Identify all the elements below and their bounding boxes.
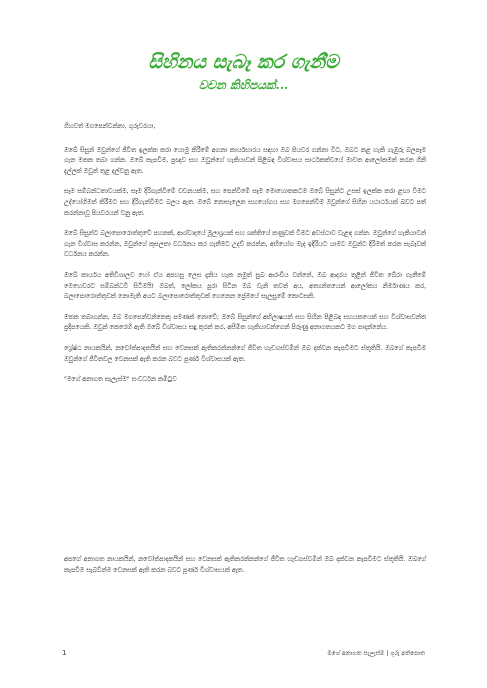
footer-title: මගේ අනාගත සැලැස්ම | ගුරු අත්පොත <box>327 650 425 657</box>
body-paragraph-3: ඔබේ සිසුන්ට බලාපොරොත්තුවේ පහනක්, ආශ්වාදයේ මූලාශ්‍රයක් සහ ශක්තියේ කණුවක් වීමට අවස්ථාව වැළඳ ගන්න. ඔවුන්ගේ හැකියාවන් ගැන විශ්වාස කරන්න, ඔවුන්ගේ කුසලතා වර්ධනය කර ගැනීමට උදව් කරන්න, අභියෝග මැද ඉදිරියට යාමට ඔවුන්ට දිරිමත් කරන සැබෑවක් වර්ධනය කරන්න. <box>64 230 426 259</box>
body-paragraph-5: මතක තබාගන්න, ඔබ මගපෙන්වන්නෙකු පමණක් නොවේ; ඔබේ සිසුන්ගේ අභිලාෂයන් සහ සිහින පිළිබඳ සහයකයෙක් සහ විශ්වාසවන්ත ප්‍රදීපයෙකි. ඔවුන් කෙරෙහි ඇති ඔබේ විශ්වාසය සඳු තුරන් කර, අසීමිත හැකියාවන්ගෙන් පිරුණු අනාගතයකට මග පාදන්නේය. <box>64 313 426 332</box>
body-paragraph-6: ශ්‍රේෂ්ඨ නායකයින්, නවෝත්පාදකයින් සහ වෙනසක් ඇතිකරන්නන්ගේ ජීවිත හැඩගස්වමින් ඔබ දක්වන කැපවීමට ස්තූතියි. ඔබගේ කැපවීම ඔවුන්ගේ ජීවිතවල වෙනසක් ඇති කරන බවට පූර්ණ විශ්වාසයක් ඇත. <box>64 344 426 363</box>
body-paragraph-2: සෑම සම්බන්ධතාවයක්ම, සෑම දිරිගැන්වීමේ වචනයක්ම, සහ පෙන්වීමේ සෑම මොහොතකටම ඔබේ සිසුන්ට උසස් ඉලක්ක කරා ළඟා වීමට උද්යෝගිමත් කිරීමට සහ දිරිගැන්වීමට බලය ඇත. ඔබේ නොසැලෙන සහයෝගය සහ මගපෙන්වීම ඔවුන්ගේ සිහින යථාර්ථයක් බවට පත් කරන්නාවූ පියවරයන් වනු ඇත. <box>64 188 426 217</box>
closing-paragraph: අපගේ අනාගත නායකයින්, නවෝත්පාදකයින් සහ වෙනසක් ඇතිකරන්නන්ගේ ජීවිත හැඩගස්වමින් ඔබ දක්වන කැපවීමට ස්තූතියි. ඔබගේ කැපවීම සැබවින්ම වෙනසක් ඇති කරන බවට පූර්ණ විශ්වාසයක් ඇත. <box>64 556 426 574</box>
document-subtitle: වචන කිහිපයක්... <box>198 78 289 92</box>
salutation: ගිහවත් මගපෙන්වන්නා, ගුරුවරයා, <box>64 123 156 130</box>
signature: "මගේ අනාගත සැලැස්ම" සංවර්ධන කමිටුව <box>64 376 177 384</box>
document-title: සිහිනය සැබෑ කර ගැනීම <box>148 51 339 73</box>
letter-body <box>64 122 426 396</box>
body-paragraph-1: ඔබේ සිසුන් ඔවුන්ගේ ජීවිත ඉලක්ක කරා යොමු කිරීමේ අගනා කාර්යභාරය සඳහා ඔබ පියවර ගන්නා විට, ඔබට කළ හැකි ගැඹුරු බලපෑම ගැන මතක තබා ගන්න. ඔබේ කැපවීම, ප්‍රඥාව සහ ඔවුන්ගේ හැකියාවන් පිළිබඳ විශ්වාසය සාර්ථකත්වයේ මාවත ආලෝකමත් කරන ගිනි දැල්ලක් ඔවුන් තුළ දල්වනු ඇත. <box>64 146 426 175</box>
closing-section <box>64 555 426 586</box>
body-paragraph-4: ඔබේ කාර්යය අතිවිශාලව හෝ ඒය අපහසු ලෙස දැනිය හැක නමුත් සුබ ආරංචිය වන්නේ, ඔබ ආදරය තුළින් ජීවිත බේරා ගැනීමේ මෙහෙවරට සම්බන්ධවී සිටීමයි! ඔබත්, ලෝකය පුරා සිටින ඔබ වැනි තවත් අය, අත්‍යන්තයෙන් ආලෝකය නිර්මාණය කර, බලාපොරොත්තුවක් නොමැති අයට බලාපොරොත්තුවක් ගෙනෙන ප්‍රේමයේ සැලසුමේ කොටසකි. <box>64 271 426 301</box>
page-number: 1 <box>62 649 67 657</box>
